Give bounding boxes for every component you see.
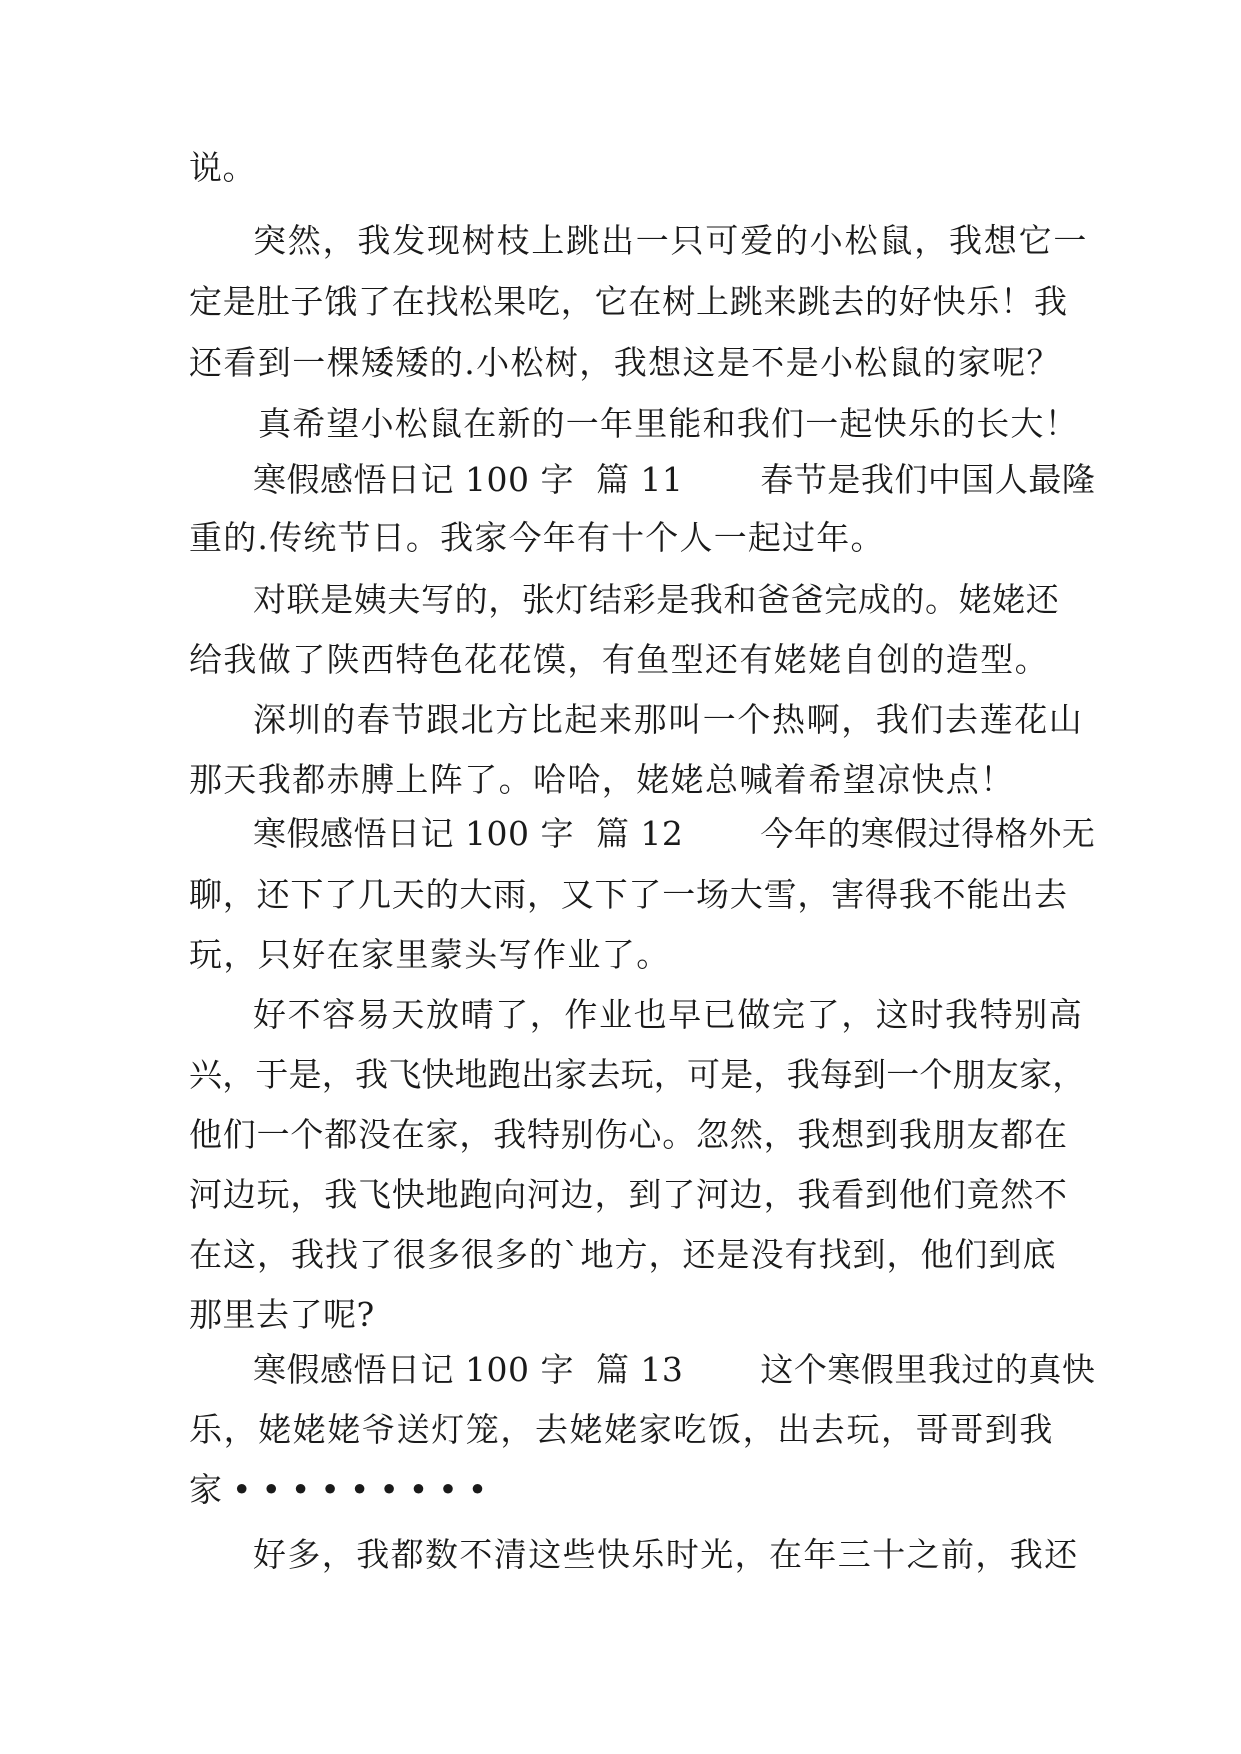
text-line: 家••••••••• — [189, 1470, 498, 1509]
text-line: 乐，姥姥姥爷送灯笼，去姥姥家吃饭，出去玩，哥哥到我 — [189, 1410, 1054, 1449]
text-line: 重的.传统节日。我家今年有十个人一起过年。 — [189, 518, 885, 557]
text-line: 他们一个都没在家，我特别伤心。忽然，我想到我朋友都在 — [189, 1115, 1068, 1154]
text-line: 聊，还下了几天的大雨，又下了一场大雪，害得我不能出去 — [189, 875, 1068, 914]
text-line: 深圳的春节跟北方比起来那叫一个热啊，我们去莲花山 — [253, 700, 1084, 739]
text-line: 河边玩，我飞快地跑向河边，到了河边，我看到他们竟然不 — [189, 1175, 1068, 1214]
text-line: 好多，我都数不清这些快乐时光，在年三十之前，我还 — [253, 1535, 1079, 1574]
section-heading: 寒假感悟日记 100 字 篇 11 春节是我们中国人最隆 — [253, 460, 1096, 499]
text-line: 那里去了呢? — [189, 1295, 375, 1334]
text-line: 玩，只好在家里蒙头写作业了。 — [189, 935, 671, 974]
text-line: 还看到一棵矮矮的.小松树，我想这是不是小松鼠的家呢？ — [189, 343, 1061, 382]
text-line: 兴，于是，我飞快地跑出家去玩，可是，我每到一个朋友家， — [189, 1055, 1086, 1094]
text-line: 说。 — [189, 148, 256, 187]
text-line: 那天我都赤膊上阵了。哈哈，姥姥总喊着希望凉快点！ — [189, 760, 1015, 799]
text-line: 在这，我找了很多很多的`地方，还是没有找到，他们到底 — [189, 1235, 1057, 1274]
section-heading: 寒假感悟日记 100 字 篇 12 今年的寒假过得格外无 — [253, 814, 1096, 853]
text-line: 好不容易天放晴了，作业也早已做完了，这时我特别高 — [253, 995, 1084, 1034]
section-heading: 寒假感悟日记 100 字 篇 13 这个寒假里我过的真快 — [253, 1350, 1096, 1389]
text-line: 给我做了陕西特色花花馍，有鱼型还有姥姥自创的造型。 — [189, 640, 1049, 679]
text-line: 定是肚子饿了在找松果吃，它在树上跳来跳去的好快乐！我 — [189, 282, 1068, 321]
text-line: 真希望小松鼠在新的一年里能和我们一起快乐的长大！ — [258, 404, 1079, 443]
text-line: 突然，我发现树枝上跳出一只可爱的小松鼠，我想它一 — [253, 221, 1089, 260]
text-line: 对联是姨夫写的，张灯结彩是我和爸爸完成的。姥姥还 — [253, 580, 1060, 619]
